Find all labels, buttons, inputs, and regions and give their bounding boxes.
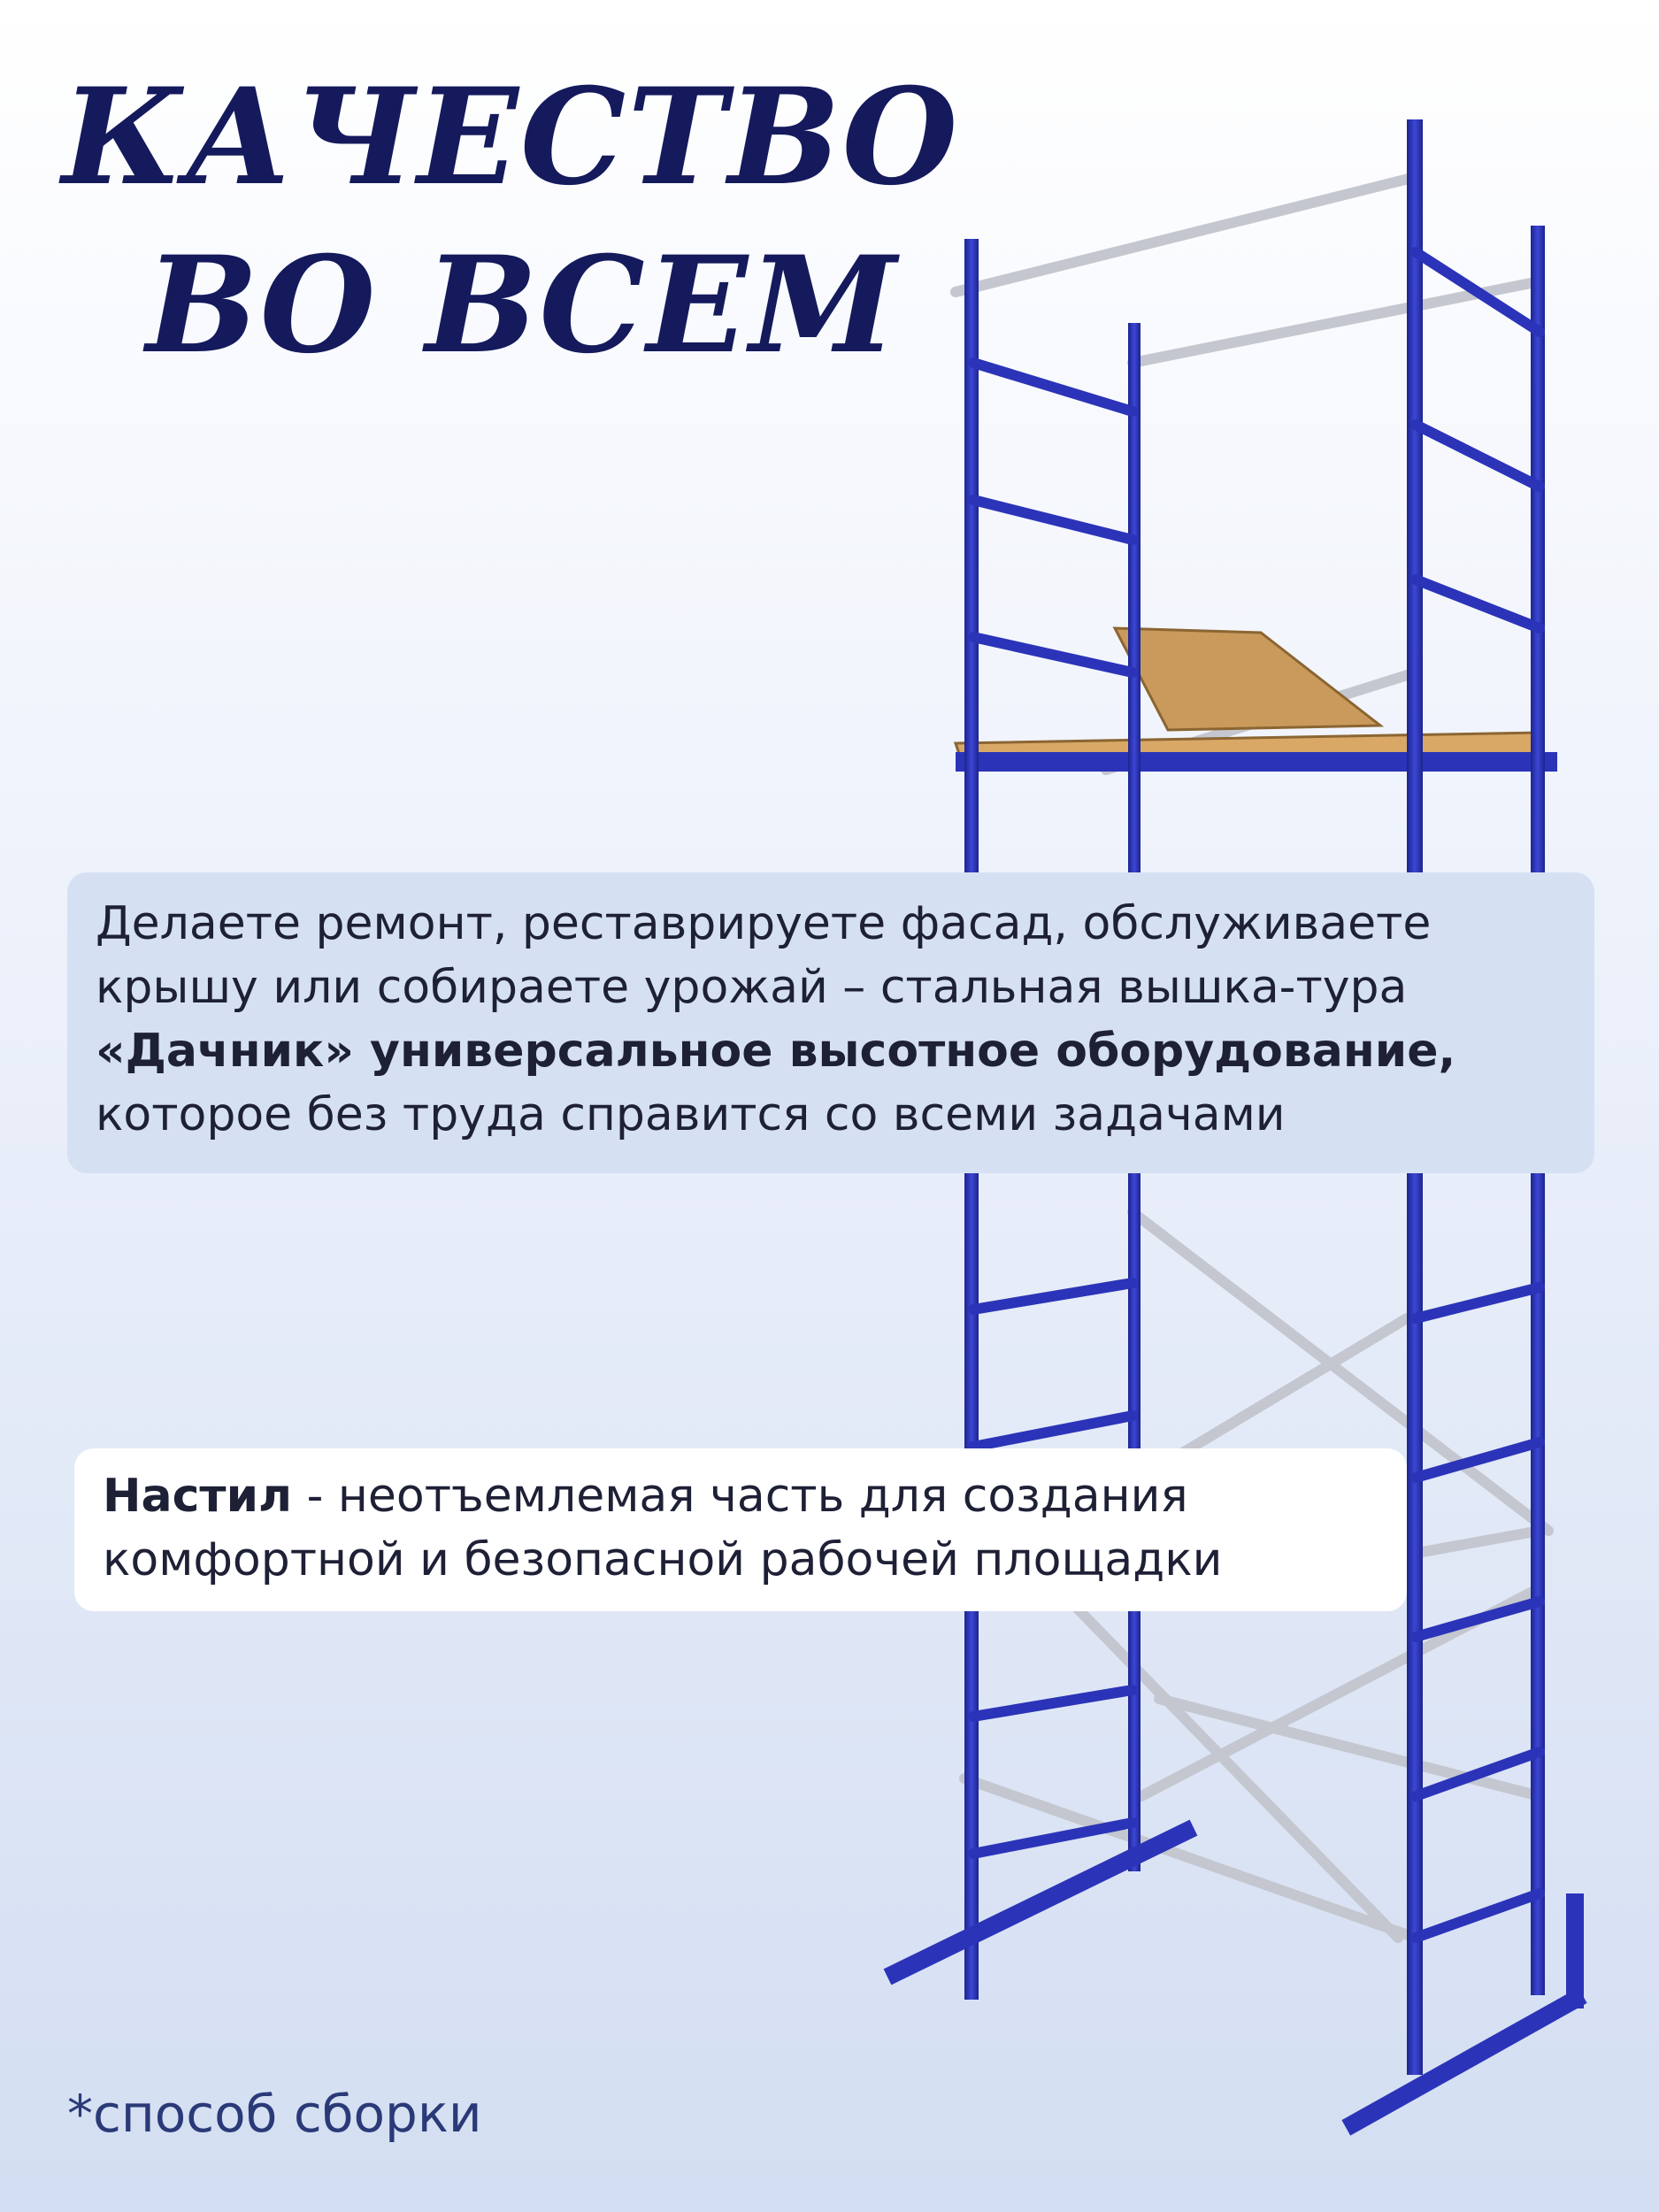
- info-card-line-4: которое без труда справится со всеми задачами: [96, 1088, 1286, 1141]
- info-card-line-2: крышу или собираете урожай – стальная вышка-тура: [96, 961, 1408, 1014]
- headline: [62, 53, 959, 389]
- headline-line-2: ВО ВСЕМ: [146, 227, 899, 383]
- info-card-line-1: Делаете ремонт, реставрируете фасад, обслуживаете: [96, 897, 1432, 950]
- info-card-text: [96, 892, 1455, 1147]
- info-card-line-3: «Дачник» универсальное высотное оборудование,: [96, 1025, 1456, 1078]
- info-card: [67, 872, 1594, 1173]
- headline-line-1: КАЧЕСТВО: [62, 59, 960, 215]
- deck-card-text: [103, 1464, 1222, 1592]
- deck-card-line-2: комфортной и безопасной рабочей площадки: [103, 1533, 1223, 1586]
- deck-card-line-1: - неотъемлемая часть для создания: [292, 1470, 1188, 1523]
- deck-card: [74, 1448, 1407, 1611]
- assembly-footnote: *способ сборки: [67, 2084, 482, 2144]
- deck-card-title: Настил: [103, 1470, 293, 1523]
